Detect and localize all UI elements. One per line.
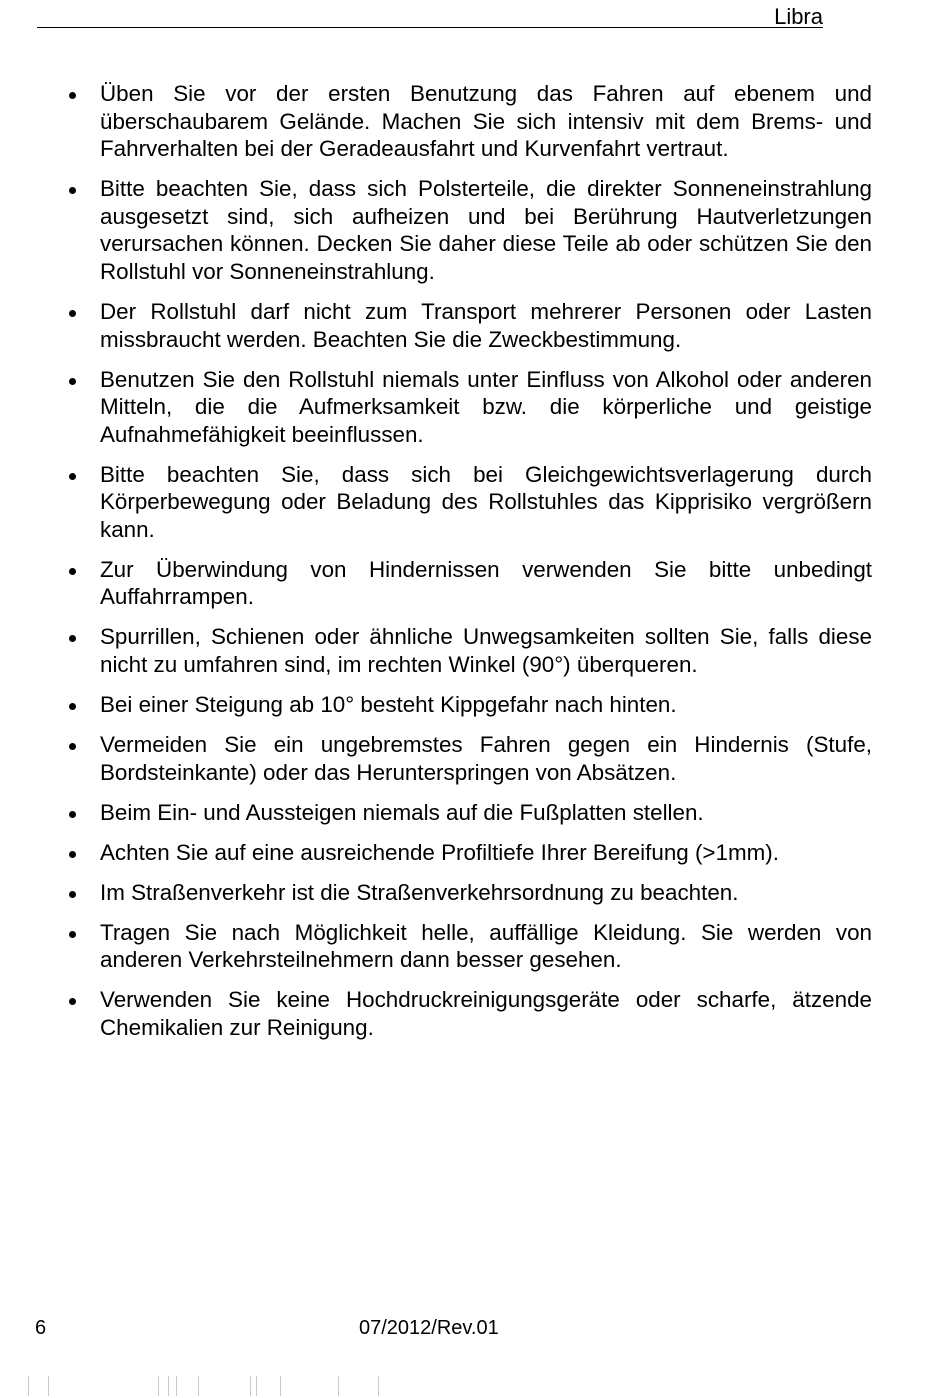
bullet-item [66,839,872,867]
bullet-item [66,919,872,974]
scan-artifact-marks [28,1376,448,1396]
bullet-text: Üben Sie vor der ersten Benutzung das Fahren auf ebenem und überschaubarem Gelände. Machen Sie sich intensiv mit dem Brems- und Fahrverhalten bei der Geradeausfahrt und Kurvenfahrt vertraut. [100,81,872,162]
bullet-text: Zur Überwindung von Hindernissen verwenden Sie bitte unbedingt Auffahrrampen. [100,556,872,610]
bullet-dot-icon [69,998,76,1005]
bullet-dot-icon [69,378,76,385]
bullet-text: Bitte beachten Sie, dass sich bei Gleichgewichtsverlagerung durch Körperbewegung oder Beladung des Rollstuhles das Kipprisiko vergrößern kann. [100,461,872,542]
bullet-dot-icon [69,703,76,710]
bullet-item [66,366,872,449]
bullet-item [66,556,872,611]
bullet-dot-icon [69,743,76,750]
page-number: 6 [35,1317,47,1339]
bullet-text: Verwenden Sie keine Hochdruckreinigungsgeräte oder scharfe, ätzende Chemikalien zur Reinigung. [100,987,872,1040]
bullet-item [66,298,872,353]
bullet-item [66,623,872,678]
bullet-text: Im Straßenverkehr ist die Straßenverkehrsordnung zu beachten. [100,879,739,905]
bullet-dot-icon [69,931,76,938]
bullet-dot-icon [69,635,76,642]
bullet-item [66,799,872,827]
bullet-text: Benutzen Sie den Rollstuhl niemals unter Einfluss von Alkohol oder anderen Mitteln, die die Aufmerksamkeit bzw. die körperliche und geistige Aufnahmefähigkeit beeinflussen. [100,366,872,447]
bullet-dot-icon [69,568,76,575]
bullet-text: Beim Ein- und Aussteigen niemals auf die Fußplatten stellen. [100,799,704,825]
bullet-dot-icon [69,811,76,818]
bullet-dot-icon [69,473,76,480]
bullet-text: Bei einer Steigung ab 10° besteht Kippgefahr nach hinten. [100,692,677,718]
bullet-text: Achten Sie auf eine ausreichende Profiltiefe Ihrer Bereifung (>1mm). [100,839,779,865]
header-title: Libra [774,4,823,29]
bullet-item [66,879,872,907]
bullet-item [66,461,872,544]
bullet-item [66,731,872,786]
bullet-text: Bitte beachten Sie, dass sich Polsterteile, die direkter Sonneneinstrahlung ausgesetzt sind, sich aufheizen und bei Berührung Hautverletzungen verursachen können. Decken Sie daher diese Teile ab oder schützen Sie den Rollstuhl vor Sonneneinstrahlung. [100,176,872,284]
bullet-item [66,986,872,1041]
bullet-text: Spurrillen, Schienen oder ähnliche Unwegsamkeiten sollten Sie, falls diese nicht zu umfahren sind, im rechten Winkel (90°) überqueren. [100,624,872,678]
bullet-item [66,691,872,719]
bullet-text: Tragen Sie nach Möglichkeit helle, auffällige Kleidung. Sie werden von anderen Verkehrsteilnehmern dann besser gesehen. [100,919,872,973]
bullet-item [66,175,872,285]
header-rule [37,27,823,28]
revision-label: 07/2012/Rev.01 [359,1317,499,1339]
bullet-text: Der Rollstuhl darf nicht zum Transport mehrerer Personen oder Lasten missbraucht werden. Beachten Sie die Zweckbestimmung. [100,298,872,352]
bullet-item [66,80,872,163]
bullet-dot-icon [69,187,76,194]
bullet-dot-icon [69,891,76,898]
bullet-dot-icon [69,92,76,99]
bullet-dot-icon [69,851,76,858]
bullet-dot-icon [69,310,76,317]
safety-bullet-list [66,80,872,1054]
bullet-text: Vermeiden Sie ein ungebremstes Fahren gegen ein Hindernis (Stufe, Bordsteinkante) oder das Herunterspringen von Absätzen. [100,732,872,785]
